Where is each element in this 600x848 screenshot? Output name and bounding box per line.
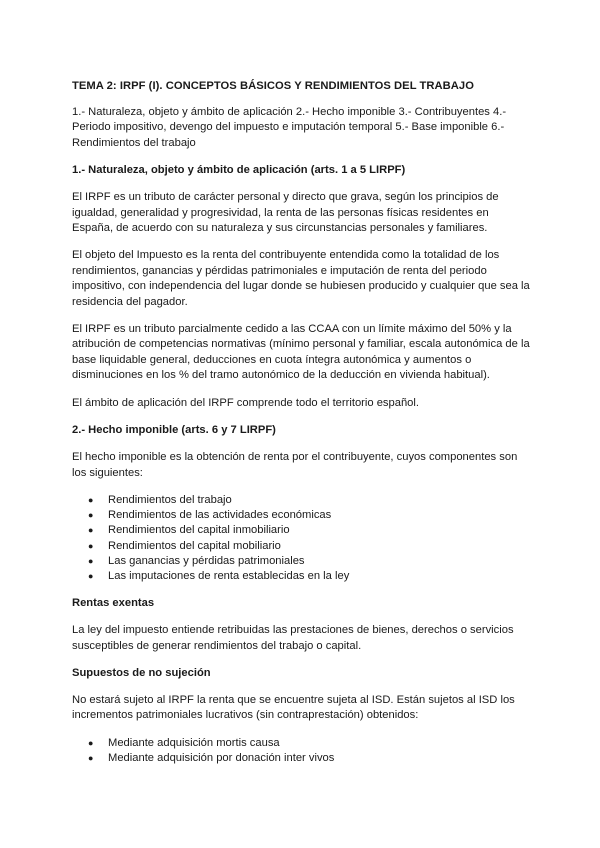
no-sujecion-list [72,736,532,766]
list-item [72,554,532,569]
section-1-paragraph-1: El IRPF es un tributo de carácter personal y directo que grava, según los principios de igualdad, generalidad y progresividad, la renta de las personas físicas residentes en España, de acuerdo con su naturaleza y sus circunstancias personales y familiares. [72,191,499,235]
list-item [72,736,532,751]
bullet-icon: ● [88,540,94,551]
section-1-paragraph-3: El IRPF es un tributo parcialmente cedido a las CCAA con un límite máximo del 50% y la atribución de competencias normativas (mínimo personal y familiar, escala autonómica de la base liquidable general, deducciones en cuota íntegra autonómica y aumentos o disminuciones en los % del tramo autonómico de la deducción en vivienda habitual). [72,323,530,382]
section-1-paragraph-4: El ámbito de aplicación del IRPF comprende todo el territorio español. [72,396,419,409]
list-item [72,508,532,523]
list-item [72,569,532,584]
list-item [72,751,532,766]
bullet-icon: ● [88,570,94,581]
rentas-exentas-heading: Rentas exentas [72,597,155,610]
bullet-icon: ● [88,525,94,536]
bullet-icon: ● [88,510,94,521]
hecho-imponible-list [72,493,532,584]
section-2-intro: El hecho imponible es la obtención de renta por el contribuyente, cuyos componentes son los siguientes: [72,451,518,479]
list-item-text: Las ganancias y pérdidas patrimoniales [108,554,305,567]
list-item-text: Las imputaciones de renta establecidas en la ley [108,569,350,582]
list-item-text: Rendimientos del capital mobiliario [108,539,281,552]
page-title: TEMA 2: IRPF (I). CONCEPTOS BÁSICOS Y RENDIMIENTOS DEL TRABAJO [72,80,474,92]
list-item-text: Rendimientos del trabajo [108,493,232,506]
rentas-exentas-paragraph: La ley del impuesto entiende retribuidas las prestaciones de bienes, derechos o servicios susceptibles de generar rendimientos del trabajo o capital. [72,624,514,652]
list-item [72,523,532,538]
index-paragraph: 1.- Naturaleza, objeto y ámbito de aplicación 2.- Hecho imponible 3.- Contribuyentes 4.- Periodo impositivo, devengo del impuesto e imputación temporal 5.- Base imponible 6.- Rendimientos del trabajo [72,106,507,149]
list-item-text: Mediante adquisición mortis causa [108,736,280,749]
list-item-text: Rendimientos de las actividades económicas [108,509,332,522]
list-item-text: Rendimientos del capital inmobiliario [108,524,290,537]
no-sujecion-heading: Supuestos de no sujeción [72,666,211,679]
list-item-text: Mediante adquisición por donación inter vivos [108,751,335,764]
no-sujecion-paragraph: No estará sujeto al IRPF la renta que se encuentre sujeta al ISD. Están sujetos al ISD los incrementos patrimoniales lucrativos (sin contraprestación) obtenidos: [72,693,515,722]
list-item [72,539,532,554]
bullet-icon: ● [88,494,94,505]
bullet-icon: ● [88,752,94,763]
section-2-heading: 2.- Hecho imponible (arts. 6 y 7 LIRPF) [72,424,276,437]
section-1-heading: 1.- Naturaleza, objeto y ámbito de aplicación (arts. 1 a 5 LIRPF) [72,164,406,177]
section-1-paragraph-2: El objeto del Impuesto es la renta del contribuyente entendida como la totalidad de los rendimientos, ganancias y pérdidas patrimoniales e imputación de renta del periodo impositivo, con independencia del lugar donde se hubiesen producido y cualquier que sea la residencia del pagador. [72,249,530,308]
bullet-icon: ● [88,737,94,748]
bullet-icon: ● [88,555,94,566]
document-page [72,79,532,778]
list-item [72,493,532,508]
